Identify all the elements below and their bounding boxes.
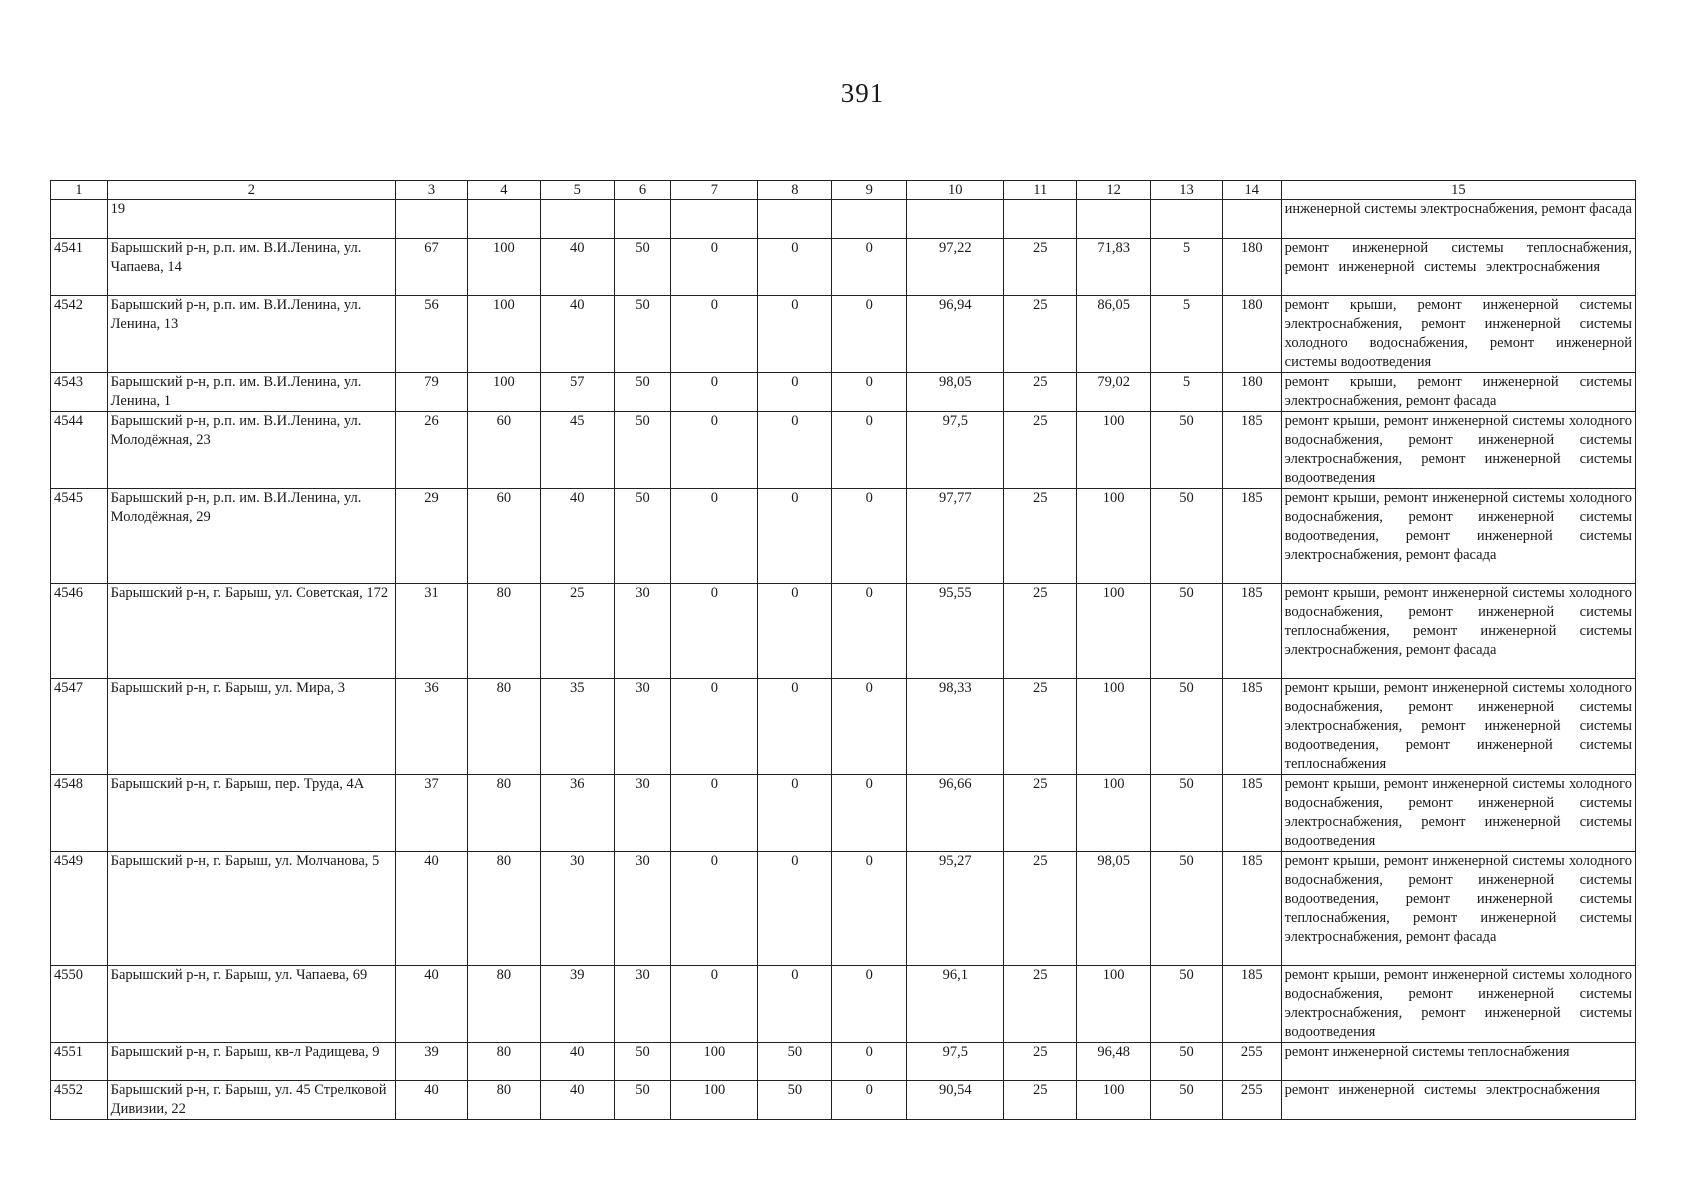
continuation-address: 19 (107, 200, 395, 239)
cell-value: 0 (671, 852, 758, 966)
cell-value: 0 (758, 852, 832, 966)
cell-value: 180 (1222, 239, 1281, 296)
cell-value: 0 (758, 966, 832, 1043)
cell-value: 98,33 (907, 679, 1004, 775)
cell-value: 40 (396, 852, 468, 966)
cell-value: 80 (467, 1043, 540, 1081)
row-id: 4548 (51, 775, 108, 852)
cell-value: 50 (1151, 1081, 1223, 1120)
table-row (51, 239, 1636, 296)
cell-value: 0 (832, 679, 907, 775)
cell-value: 30 (614, 852, 671, 966)
cell-value: 100 (1077, 775, 1151, 852)
cell-value: 45 (540, 412, 614, 489)
cell-value: 180 (1222, 296, 1281, 373)
row-id: 4541 (51, 239, 108, 296)
cell-value: 100 (1077, 584, 1151, 679)
row-address: Барышский р-н, р.п. им. В.И.Ленина, ул. Ленина, 1 (107, 373, 395, 412)
cell-value: 255 (1222, 1081, 1281, 1120)
column-header: 7 (671, 181, 758, 200)
cell-value: 0 (832, 412, 907, 489)
cell-value: 60 (467, 412, 540, 489)
cell-value: 185 (1222, 852, 1281, 966)
cell-value: 0 (671, 373, 758, 412)
cell-value: 0 (758, 775, 832, 852)
row-works: ремонт крыши, ремонт инженерной системы холодного водоснабжения, ремонт инженерной системы электроснабжения, ремонт инженерной системы водоотведения (1281, 412, 1635, 489)
continuation-row (51, 200, 1636, 239)
continuation-works: инженерной системы электроснабжения, ремонт фасада (1281, 200, 1635, 239)
cell-value: 39 (396, 1043, 468, 1081)
column-header: 3 (396, 181, 468, 200)
cell-value: 25 (1004, 775, 1077, 852)
cell-value: 50 (758, 1081, 832, 1120)
cell-value: 0 (832, 373, 907, 412)
cell-value: 40 (540, 1081, 614, 1120)
cell-value: 35 (540, 679, 614, 775)
cell-value: 97,5 (907, 412, 1004, 489)
cell-value: 57 (540, 373, 614, 412)
row-address: Барышский р-н, г. Барыш, кв-л Радищева, 9 (107, 1043, 395, 1081)
column-header: 14 (1222, 181, 1281, 200)
cell-value: 180 (1222, 373, 1281, 412)
cell-value: 100 (1077, 966, 1151, 1043)
cell-value: 86,05 (1077, 296, 1151, 373)
cell-value: 36 (396, 679, 468, 775)
cell-value: 40 (396, 1081, 468, 1120)
cell-value: 0 (832, 1043, 907, 1081)
cell-value: 0 (671, 239, 758, 296)
cell-value: 185 (1222, 775, 1281, 852)
cell-value: 95,27 (907, 852, 1004, 966)
cell-value: 50 (614, 489, 671, 584)
cell-value: 56 (396, 296, 468, 373)
column-header: 9 (832, 181, 907, 200)
table-row (51, 679, 1636, 775)
table-row (51, 1043, 1636, 1081)
cell-value: 25 (540, 584, 614, 679)
cell-value: 80 (467, 679, 540, 775)
column-header: 12 (1077, 181, 1151, 200)
cell-value: 0 (832, 775, 907, 852)
row-works: ремонт инженерной системы электроснабжения (1281, 1081, 1635, 1120)
cell-value: 98,05 (1077, 852, 1151, 966)
row-works: ремонт крыши, ремонт инженерной системы холодного водоснабжения, ремонт инженерной системы электроснабжения, ремонт инженерной системы водоотведения, ремонт инженерной системы теплоснабжения (1281, 679, 1635, 775)
cell-value: 50 (1151, 412, 1223, 489)
row-id: 4545 (51, 489, 108, 584)
cell-value: 96,94 (907, 296, 1004, 373)
column-header: 15 (1281, 181, 1635, 200)
cell-value: 5 (1151, 373, 1223, 412)
table-row (51, 296, 1636, 373)
cell-value: 185 (1222, 489, 1281, 584)
cell-value: 96,48 (1077, 1043, 1151, 1081)
cell-value: 185 (1222, 966, 1281, 1043)
cell-value: 80 (467, 852, 540, 966)
cell-value: 79 (396, 373, 468, 412)
cell-value: 90,54 (907, 1081, 1004, 1120)
cell-value: 97,77 (907, 489, 1004, 584)
cell-value: 97,5 (907, 1043, 1004, 1081)
cell-value: 97,22 (907, 239, 1004, 296)
cell-value: 37 (396, 775, 468, 852)
cell-value: 100 (1077, 489, 1151, 584)
column-number-header-row (51, 181, 1636, 200)
cell-value: 185 (1222, 679, 1281, 775)
cell-value: 39 (540, 966, 614, 1043)
table-row (51, 584, 1636, 679)
row-id: 4549 (51, 852, 108, 966)
cell-value: 0 (758, 489, 832, 584)
row-address: Барышский р-н, р.п. им. В.И.Ленина, ул. Ленина, 13 (107, 296, 395, 373)
cell-value: 185 (1222, 584, 1281, 679)
cell-value: 50 (614, 1043, 671, 1081)
cell-value: 0 (671, 775, 758, 852)
table-row (51, 373, 1636, 412)
cell-value: 100 (1077, 679, 1151, 775)
cell-value: 0 (758, 373, 832, 412)
cell-value: 80 (467, 775, 540, 852)
cell-value: 25 (1004, 412, 1077, 489)
cell-value: 185 (1222, 412, 1281, 489)
cell-value: 0 (758, 412, 832, 489)
cell-value: 25 (1004, 373, 1077, 412)
row-id: 4552 (51, 1081, 108, 1120)
cell-value: 25 (1004, 584, 1077, 679)
row-works: ремонт инженерной системы теплоснабжения (1281, 1043, 1635, 1081)
cell-value: 31 (396, 584, 468, 679)
table-row (51, 489, 1636, 584)
column-header: 5 (540, 181, 614, 200)
cell-value: 25 (1004, 1043, 1077, 1081)
cell-value: 0 (832, 1081, 907, 1120)
table-row (51, 966, 1636, 1043)
cell-value: 25 (1004, 296, 1077, 373)
cell-value: 30 (614, 966, 671, 1043)
column-header: 4 (467, 181, 540, 200)
cell-value: 30 (614, 584, 671, 679)
row-address: Барышский р-н, г. Барыш, ул. Мира, 3 (107, 679, 395, 775)
cell-value: 50 (614, 1081, 671, 1120)
cell-value: 0 (758, 296, 832, 373)
cell-value: 0 (671, 679, 758, 775)
cell-value: 96,66 (907, 775, 1004, 852)
row-id: 4542 (51, 296, 108, 373)
row-id: 4544 (51, 412, 108, 489)
row-works: ремонт инженерной системы теплоснабжения, ремонт инженерной системы электроснабжения (1281, 239, 1635, 296)
cell-value: 29 (396, 489, 468, 584)
cell-value: 0 (671, 584, 758, 679)
row-address: Барышский р-н, р.п. им. В.И.Ленина, ул. Молодёжная, 23 (107, 412, 395, 489)
cell-value: 5 (1151, 296, 1223, 373)
cell-value: 50 (1151, 966, 1223, 1043)
cell-value: 25 (1004, 489, 1077, 584)
cell-value: 255 (1222, 1043, 1281, 1081)
cell-value: 50 (1151, 584, 1223, 679)
row-address: Барышский р-н, р.п. им. В.И.Ленина, ул. Молодёжная, 29 (107, 489, 395, 584)
cell-value: 5 (1151, 239, 1223, 296)
cell-value: 0 (832, 966, 907, 1043)
cell-value: 25 (1004, 966, 1077, 1043)
cell-value: 98,05 (907, 373, 1004, 412)
cell-value: 40 (540, 1043, 614, 1081)
row-address: Барышский р-н, г. Барыш, пер. Труда, 4А (107, 775, 395, 852)
column-header: 10 (907, 181, 1004, 200)
cell-value: 71,83 (1077, 239, 1151, 296)
cell-value: 40 (396, 966, 468, 1043)
cell-value: 50 (1151, 1043, 1223, 1081)
cell-value: 0 (832, 296, 907, 373)
cell-value: 25 (1004, 679, 1077, 775)
cell-value: 100 (1077, 412, 1151, 489)
cell-value: 30 (614, 775, 671, 852)
cell-value: 50 (1151, 852, 1223, 966)
table-row (51, 412, 1636, 489)
cell-value: 0 (671, 412, 758, 489)
cell-value: 40 (540, 489, 614, 584)
row-works: ремонт крыши, ремонт инженерной системы холодного водоснабжения, ремонт инженерной системы водоотведения, ремонт инженерной системы теплоснабжения, ремонт инженерной системы электроснабжения, ремонт фасада (1281, 852, 1635, 966)
row-works: ремонт крыши, ремонт инженерной системы холодного водоснабжения, ремонт инженерной системы теплоснабжения, ремонт инженерной системы электроснабжения, ремонт фасада (1281, 584, 1635, 679)
row-id: 4547 (51, 679, 108, 775)
cell-value: 67 (396, 239, 468, 296)
cell-value: 50 (1151, 489, 1223, 584)
cell-value: 25 (1004, 852, 1077, 966)
column-header: 2 (107, 181, 395, 200)
cell-value: 50 (614, 412, 671, 489)
cell-value: 79,02 (1077, 373, 1151, 412)
cell-value: 0 (671, 966, 758, 1043)
cell-value: 96,1 (907, 966, 1004, 1043)
cell-value: 26 (396, 412, 468, 489)
cell-value: 0 (758, 679, 832, 775)
column-header: 1 (51, 181, 108, 200)
row-address: Барышский р-н, г. Барыш, ул. Молчанова, 5 (107, 852, 395, 966)
cell-value: 100 (467, 239, 540, 296)
column-header: 8 (758, 181, 832, 200)
cell-value: 36 (540, 775, 614, 852)
repair-program-table (50, 180, 1636, 1120)
cell-value: 50 (614, 373, 671, 412)
row-id: 4546 (51, 584, 108, 679)
cell-value: 80 (467, 966, 540, 1043)
cell-value: 50 (614, 296, 671, 373)
cell-value: 100 (1077, 1081, 1151, 1120)
cell-value: 0 (671, 489, 758, 584)
cell-value: 40 (540, 239, 614, 296)
row-id: 4551 (51, 1043, 108, 1081)
row-works: ремонт крыши, ремонт инженерной системы электроснабжения, ремонт фасада (1281, 373, 1635, 412)
cell-value: 25 (1004, 1081, 1077, 1120)
cell-value: 0 (832, 852, 907, 966)
column-header: 11 (1004, 181, 1077, 200)
column-header: 6 (614, 181, 671, 200)
cell-value: 0 (832, 489, 907, 584)
cell-value: 40 (540, 296, 614, 373)
cell-value: 0 (832, 584, 907, 679)
table-row (51, 852, 1636, 966)
row-id: 4550 (51, 966, 108, 1043)
cell-value: 100 (671, 1043, 758, 1081)
cell-value: 50 (614, 239, 671, 296)
table-row (51, 1081, 1636, 1120)
page-number: 391 (840, 78, 885, 108)
cell-value: 0 (671, 296, 758, 373)
row-works: ремонт крыши, ремонт инженерной системы электроснабжения, ремонт инженерной системы холодного водоснабжения, ремонт инженерной системы водоотведения (1281, 296, 1635, 373)
table-row (51, 775, 1636, 852)
cell-value: 80 (467, 584, 540, 679)
row-address: Барышский р-н, р.п. им. В.И.Ленина, ул. Чапаева, 14 (107, 239, 395, 296)
cell-value: 0 (832, 239, 907, 296)
row-address: Барышский р-н, г. Барыш, ул. Советская, 172 (107, 584, 395, 679)
cell-value: 25 (1004, 239, 1077, 296)
cell-value: 50 (1151, 679, 1223, 775)
cell-value: 60 (467, 489, 540, 584)
cell-value: 0 (758, 584, 832, 679)
cell-value: 100 (467, 373, 540, 412)
row-works: ремонт крыши, ремонт инженерной системы холодного водоснабжения, ремонт инженерной системы электроснабжения, ремонт инженерной системы водоотведения (1281, 966, 1635, 1043)
cell-value: 50 (1151, 775, 1223, 852)
column-header: 13 (1151, 181, 1223, 200)
cell-value: 30 (540, 852, 614, 966)
row-address: Барышский р-н, г. Барыш, ул. 45 Стрелковой Дивизии, 22 (107, 1081, 395, 1120)
cell-value: 80 (467, 1081, 540, 1120)
cell-value: 30 (614, 679, 671, 775)
cell-value: 100 (467, 296, 540, 373)
cell-value: 0 (758, 239, 832, 296)
row-address: Барышский р-н, г. Барыш, ул. Чапаева, 69 (107, 966, 395, 1043)
row-id: 4543 (51, 373, 108, 412)
cell-value: 95,55 (907, 584, 1004, 679)
row-works: ремонт крыши, ремонт инженерной системы холодного водоснабжения, ремонт инженерной системы водоотведения, ремонт инженерной системы электроснабжения, ремонт фасада (1281, 489, 1635, 584)
cell-value: 100 (671, 1081, 758, 1120)
cell-value: 50 (758, 1043, 832, 1081)
row-works: ремонт крыши, ремонт инженерной системы холодного водоснабжения, ремонт инженерной системы электроснабжения, ремонт инженерной системы водоотведения (1281, 775, 1635, 852)
